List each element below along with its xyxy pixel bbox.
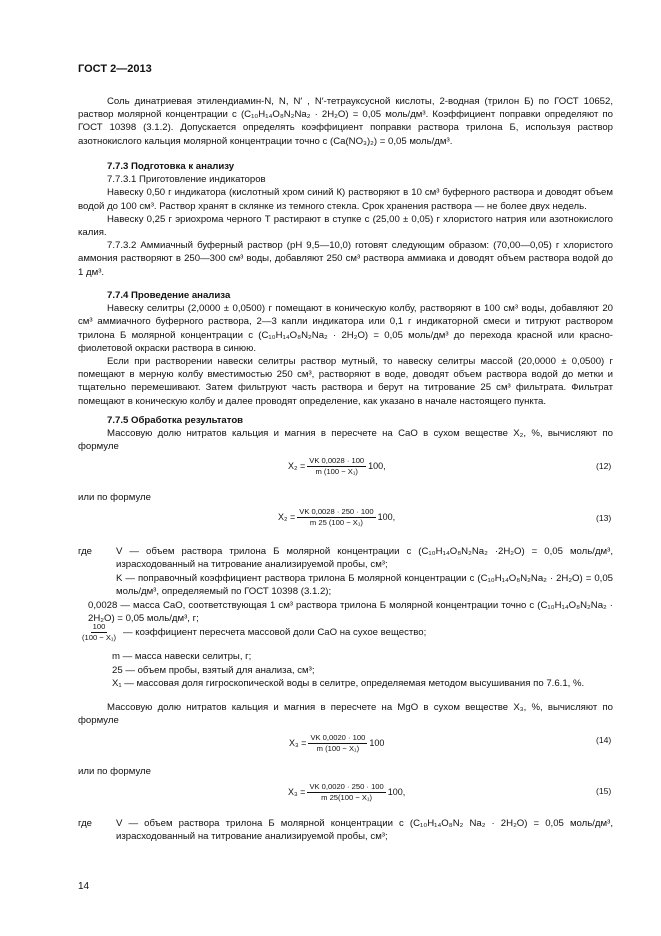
section-7-7-4 [78, 289, 613, 408]
formula-15 [288, 782, 405, 803]
formula-14-denominator: m (100 − X₁) [316, 744, 360, 753]
analysis-formula: c (C₁₀H₁₄O₈N₂Na₂ · 2H₂O) = 0,05 моль/дм³ [248, 329, 449, 341]
formula-13-fraction [297, 507, 375, 528]
legend-fraction-numerator: 100 [92, 622, 106, 631]
results-paragraph-mgo: Массовую долю нитратов кальция и магния в пересчете на MgO в сухом веществе X₃, %, вычисляют по формуле [78, 702, 613, 727]
formula-14-lhs: X₃ = [289, 737, 307, 748]
document-header: ГОСТ 2—2013 [78, 63, 152, 75]
formula-14-number: (14) [596, 735, 612, 745]
formula-15-number: (15) [596, 786, 612, 796]
or-formula-label-2: или по формуле [78, 766, 151, 777]
formula-12-numerator: VK 0,0028 · 100 [309, 456, 365, 465]
indicator-paragraph-1: Навеску 0,50 г индикатора (кислотный хром синий К) растворяют в 10 см³ буферного раствора и доводят объем водой до 100 см³. Раствор хранят в склянке из темного стекла. Срок хранения раствора — не более двух недель. [78, 187, 613, 212]
formula-12-denominator: m (100 − X₁) [315, 467, 358, 476]
intro-text-part1: Соль динатриевая этилендиамин-N, N, N′ , N′-тетрауксусной кислоты, 2-водная (трилон Б) по ГОСТ 10652, раствор молярной концентрации [78, 96, 613, 121]
where-label-2: где [78, 818, 93, 829]
intro-text-part3: . [449, 135, 453, 147]
legend-fraction-row [78, 622, 426, 643]
analysis-text-b: до перехода красной или красно-фиолетовой окраски раствора в синюю. [78, 329, 613, 354]
formula-15-lhs: X₃ = [288, 786, 306, 797]
intro-text-part2: . Коэффициент поправки определяют по ГОСТ 10398 (3.1.2). Допускается определять коэффициент поправки раствора трилона Б, используя раствор азотнокислого кальция молярной концентрации точно [78, 109, 614, 147]
results-mgo-block [78, 701, 613, 727]
formula-15-multiplier: 100, [387, 786, 406, 797]
legend-25: 25 — объем пробы, взятый для анализа, см³; [112, 665, 315, 676]
formula-14-fraction [308, 733, 367, 754]
indicator-paragraph-2: Навеску 0,25 г эриохрома черного Т растирают в ступке с (25,00 ± 0,05) г хлористого натрия или азотнокислого калия. [78, 213, 613, 239]
formula-13 [278, 507, 395, 528]
section-title-7-7-5: 7.7.5 Обработка результатов [107, 415, 244, 426]
analysis-paragraph-2: Если при растворении навески селитры раствор мутный, то навеску селитры массой (20,0000 ± 0,0500) г помещают в мерную колбу вместимостью 250 см³, растворяют в воде, доводят объем раствора водой до метки и тщательно перемешивают. Затем фильтруют часть раствора и берут на титрование 25 см³ фильтрата. Фильтрат помещают в коническую колбу и далее проводят определение, как указано в начале настоящего пункта. [78, 356, 613, 407]
section-title-7-7-4: 7.7.4 Проведение анализа [107, 290, 231, 301]
formula-15-fraction [307, 782, 385, 803]
results-paragraph-cao: Массовую долю нитратов кальция и магния в пересчете на CaO в сухом веществе X₂, %, вычисляют по формуле [78, 428, 613, 453]
formula-13-lhs: X₂ = [278, 511, 296, 522]
legend-0028: 0,0028 — масса CaO, соответствующая 1 см³ раствора трилона Б молярной концентрации точно c (C₁₀H₁₄O₈N₂Na₂ · 2H₂O) = 0,05 моль/дм³, г; [88, 600, 613, 625]
formula-13-number: (13) [596, 513, 612, 523]
legend-m: m — масса навески селитры, г; [112, 651, 252, 662]
formula-14-numerator: VK 0,0020 · 100 [310, 733, 366, 742]
formula-12-fraction [307, 456, 366, 477]
formula-12 [288, 456, 386, 477]
legend-v: V — объем раствора трилона Б молярной концентрации c (C₁₀H₁₄O₈N₂Na₂ ·2H₂O) = 0,05 моль/дм³, израсходованный на титрование анализируемой пробы, см³; [116, 546, 613, 571]
intro-formula-calcium: c (Ca(NO₃)₂) = 0,05 моль/дм³ [322, 135, 450, 147]
legend-x1: X₁ — массовая доля гигроскопической воды в селитре, определяемая методом высушивания по 7.6.1, %. [112, 678, 585, 689]
formula-13-denominator: m 25 (100 − X₁) [309, 518, 363, 527]
legend-fraction-denominator: (100 − X₁) [82, 633, 117, 642]
legend-k: K — поправочный коэффициент раствора трилона Б молярной концентрации c (C₁₀H₁₄O₈N₂Na₂ · 2H₂O) = 0,05 моль/дм³, определяемый по ГОСТ 10398 (3.1.2); [116, 573, 613, 598]
legend-fraction-text: — коэффициент пересчета массовой доли CaO на сухое вещество; [123, 626, 427, 638]
subsection-title-7-7-3-1: 7.7.3.1 Приготовление индикаторов [107, 174, 266, 186]
formula-13-numerator: VK 0,0028 · 250 · 100 [299, 507, 374, 516]
section-7-7-3 [78, 160, 613, 279]
buffer-paragraph: 7.7.3.2 Аммиачный буферный раствор (pH 9,5—10,0) готовят следующим образом: (70,00—0,05) г хлористого аммония растворяют в 250—300 см³ воды, добавляют 250 см³ раствора аммиака и доводят объем раствора водой до 1 дм³. [78, 240, 613, 278]
formula-12-lhs: X₂ = [288, 460, 306, 471]
legend-fraction [80, 622, 118, 643]
where-label-1: где [78, 546, 93, 557]
section-title-7-7-3: 7.7.3 Подготовка к анализу [107, 161, 235, 172]
formula-12-multiplier: 100, [368, 460, 386, 471]
analysis-paragraph-1 [78, 302, 613, 355]
formula-14-multiplier: 100 [369, 737, 385, 748]
formula-14 [289, 733, 384, 754]
formula-15-numerator: VK 0,0020 · 250 · 100 [309, 782, 384, 791]
formula-13-multiplier: 100, [377, 511, 396, 522]
analysis-text-a: Навеску селитры (2,0000 ± 0,0500) г помещают в коническую колбу, растворяют в 100 см³ воды, добавляют 20 см³ аммиачного буферного раствора, 2—3 капли индикатора или 0,1 г индикаторной смеси и титруют раствором трилона Б молярной концентрации [78, 303, 613, 341]
intro-formula-trilon: c (C₁₀H₁₄O₈N₂Na₂ · 2H₂O) = 0,05 моль/дм³ [232, 109, 426, 121]
or-formula-label-1: или по формуле [78, 492, 151, 503]
intro-text [78, 95, 613, 148]
intro-paragraph [78, 95, 613, 148]
formula-15-denominator: m 25(100 − X₁) [321, 793, 373, 802]
page-number: 14 [78, 881, 90, 892]
section-7-7-5 [78, 414, 613, 454]
legend2-v: V — объем раствора трилона Б молярной концентрации c (C₁₀H₁₄O₈N₂ Na₂ · 2H₂O) = 0,05 моль/дм³, израсходованный на титрование анализируемой пробы, см³; [116, 818, 613, 843]
formula-12-number: (12) [596, 461, 612, 471]
